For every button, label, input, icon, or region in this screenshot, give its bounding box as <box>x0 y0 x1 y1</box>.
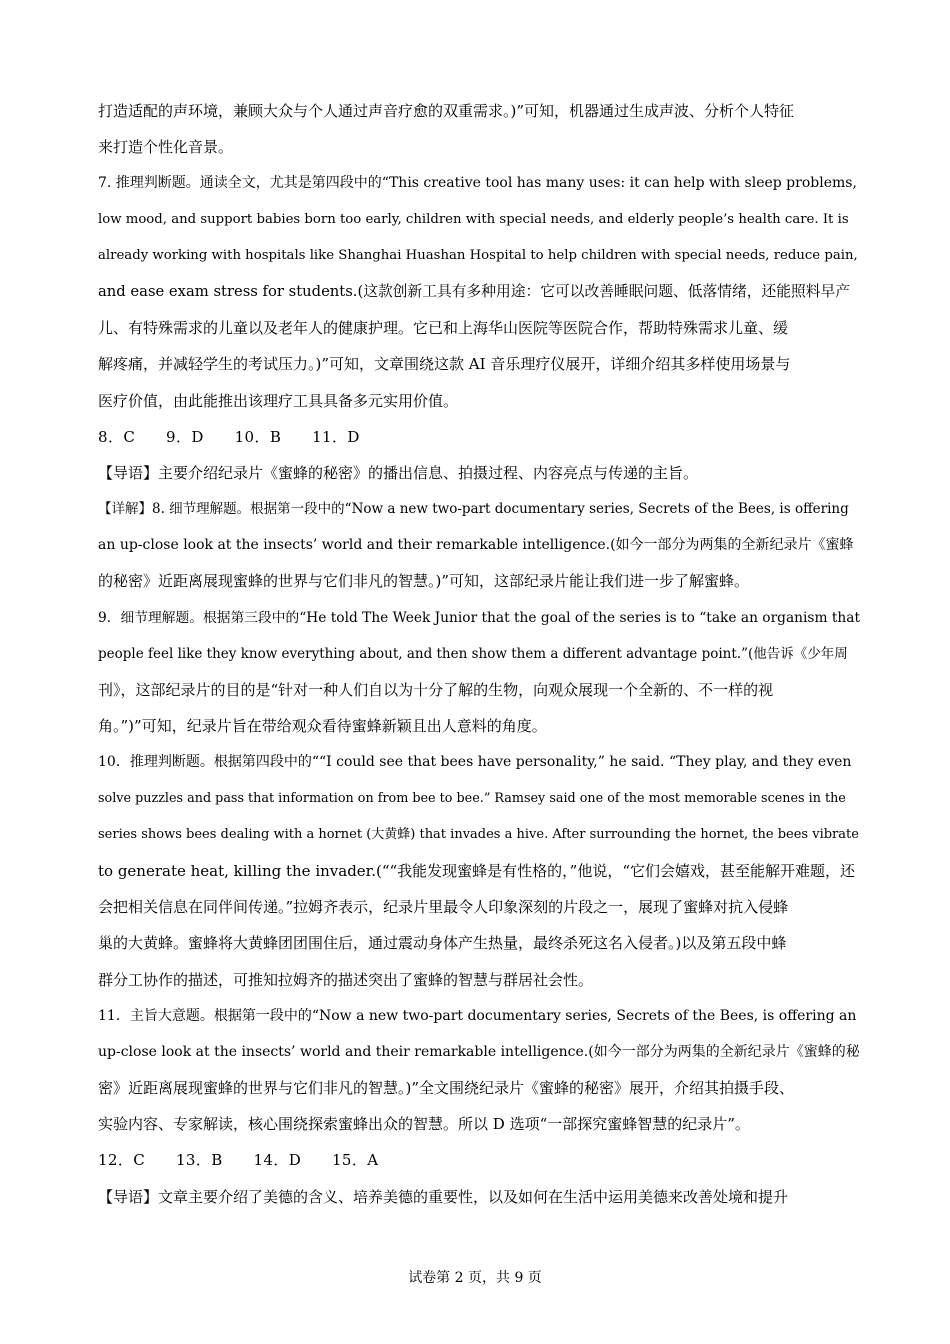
page-footer: 试卷第 2 页，共 9 页 <box>408 1270 542 1286</box>
answer-key-line: 12．C 13．B 14．D 15．A <box>98 1151 379 1170</box>
text-line: already working with hospitals like Shanghai Huashan Hospital to help children with special needs, reduce pain, <box>98 247 858 263</box>
text-line: and ease exam stress for students.(这款创新工具有多种用途：它可以改善睡眠问题、低落情绪，还能照料早产 <box>98 282 850 300</box>
text-line: series shows bees dealing with a hornet (大黄蜂) that invades a hive. After surrounding the hornet, the bees vibrate <box>98 826 859 842</box>
text-line: 7. 推理判断题。通读全文，尤其是第四段中的“This creative tool has many uses: it can help with sleep problems, <box>98 175 857 192</box>
text-line: 密》近距离展现蜜蜂的世界与它们非凡的智慧。)”全文围绕纪录片《蜜蜂的秘密》展开，介绍其拍摄手段、 <box>98 1079 795 1098</box>
text-line: up-close look at the insects’ world and their remarkable intelligence.(如今一部分为两集的全新纪录片《蜜蜂的秘 <box>98 1043 860 1060</box>
text-line: 刊》，这部纪录片的目的是“针对一种人们自以为十分了解的生物，向观众展现一个全新的、不一样的视 <box>98 681 774 699</box>
text-line: 10．推理判断题。根据第四段中的““I could see that bees have personality,” he said. “They play, and they even <box>98 754 852 771</box>
answer-key-line: 8．C 9．D 10．B 11．D <box>98 427 360 446</box>
text-line: low mood, and support babies born too early, children with special needs, and elderly people’s health care. It is <box>98 211 849 227</box>
text-line: 的秘密》近距离展现蜜蜂的世界与它们非凡的智慧。)”可知，这部纪录片能让我们进一步了解蜜蜂。 <box>98 572 750 591</box>
text-line: 【导语】主要介绍纪录片《蜜蜂的秘密》的播出信息、拍摄过程、内容亮点与传递的主旨。 <box>98 463 699 482</box>
text-line: an up-close look at the insects’ world and their remarkable intelligence.(如今一部分为两集的全新纪录片《蜜蜂 <box>98 537 854 554</box>
text-line: 9．细节理解题。根据第三段中的“He told The Week Junior that the goal of the series is to “take an organism that <box>98 609 860 626</box>
text-line: 群分工协作的描述，可推知拉姆齐的描述突出了蜜蜂的智慧与群居社会性。 <box>98 970 594 989</box>
text-line: 医疗价值，由此能推出该理疗工具具备多元实用价值。 <box>98 391 459 410</box>
text-line: people feel like they know everything about, and then show them a different advantage point.”(他告诉《少年周 <box>98 645 848 662</box>
text-line: 打造适配的声环境，兼顾大众与个人通过声音疗愈的双重需求。)”可知，机器通过生成声波、分析个人特征 <box>98 102 795 120</box>
text-line: 儿、有特殊需求的儿童以及老年人的健康护理。它已和上海华山医院等医院合作，帮助特殊需求儿童、缓 <box>98 319 789 338</box>
text-line: 来打造个性化音景。 <box>98 138 234 157</box>
text-line: 解疼痛，并减轻学生的考试压力。)”可知，文章围绕这款 AI 音乐理疗仪展开，详细介绍其多样使用场景与 <box>98 355 791 374</box>
text-line: 角。”)”可知，纪录片旨在带给观众看待蜜蜂新颖且出人意料的角度。 <box>98 717 547 736</box>
text-line: solve puzzles and pass that information on from bee to bee.” Ramsey said one of the most memorable scenes in the <box>98 790 846 806</box>
text-line: 【详解】8. 细节理解题。根据第一段中的“Now a new two-part documentary series, Secrets of the Bees, is offering <box>98 501 849 518</box>
text-line: 【导语】文章主要介绍了美德的含义、培养美德的重要性，以及如何在生活中运用美德来改善处境和提升 <box>98 1187 789 1206</box>
text-line: 巢的大黄蜂。蜜蜂将大黄蜂团团围住后，通过震动身体产生热量，最终杀死这名入侵者。)以及第五段中蜂 <box>98 934 787 953</box>
text-line: to generate heat, killing the invader.(““我能发现蜜蜂是有性格的，”他说，“它们会嬉戏，甚至能解开难题，还 <box>98 861 855 880</box>
text-line: 会把相关信息在同伴间传递。”拉姆齐表示，纪录片里最令人印象深刻的片段之一，展现了蜜蜂对抗入侵蜂 <box>98 898 789 917</box>
text-line: 实验内容、专家解读，核心围绕探索蜜蜂出众的智慧。所以 D 选项“一部探究蜜蜂智慧的纪录片”。 <box>98 1115 750 1134</box>
text-line: 11．主旨大意题。根据第一段中的“Now a new two-part documentary series, Secrets of the Bees, is offering an <box>98 1007 857 1024</box>
document-body <box>98 93 860 1215</box>
